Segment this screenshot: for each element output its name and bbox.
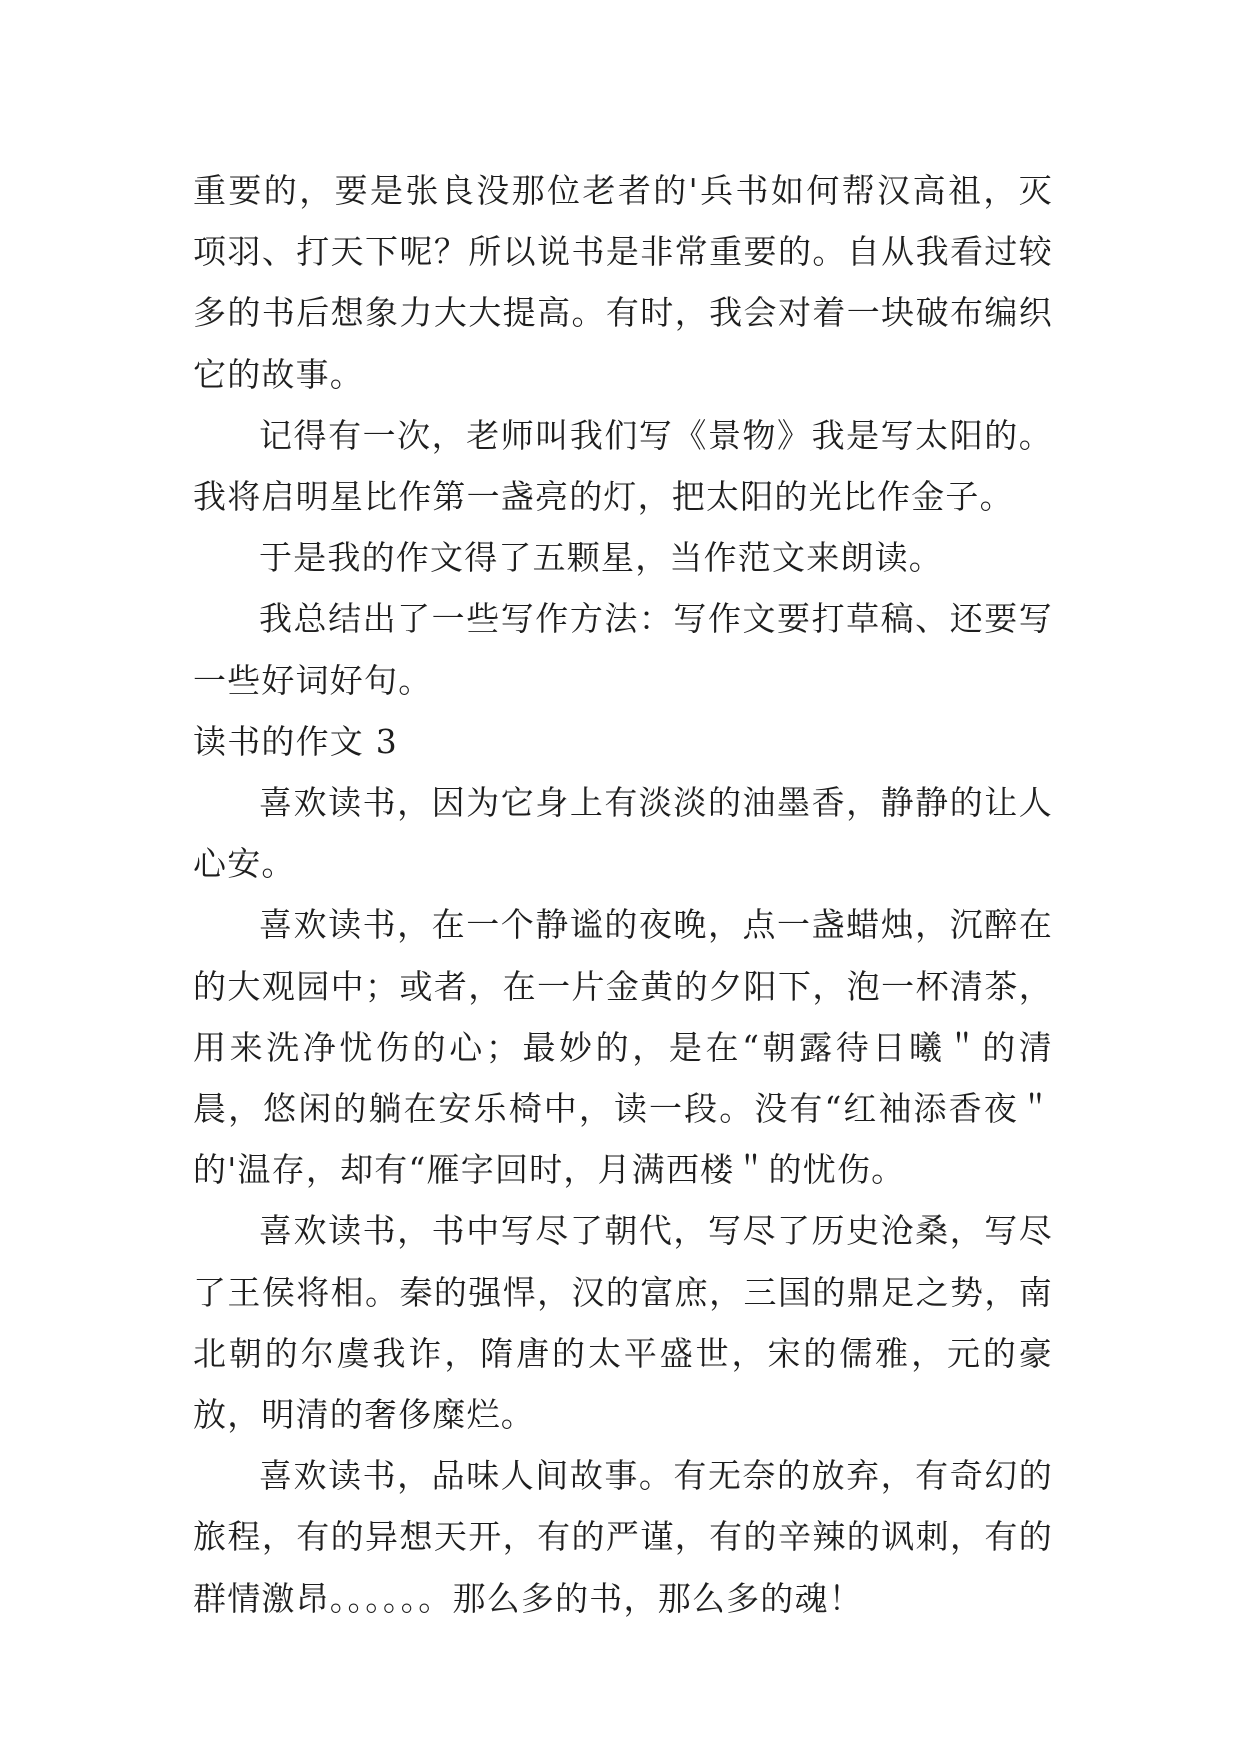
paragraph-dynasties: 喜欢读书，书中写尽了朝代，写尽了历史沧桑，写尽了王侯将相。秦的强悍，汉的富庶，三国的鼎足之势，南北朝的尔虞我诈，隋唐的太平盛世，宋的儒雅，元的豪放，明清的奢侈糜烂。: [193, 1211, 1053, 1435]
paragraph-quiet-night: 喜欢读书，在一个静谧的夜晚，点一盏蜡烛，沉醉在的大观园中；或者，在一片金黄的夕阳下，泡一杯清茶，用来洗净忧伤的心；最妙的，是在“朝露待日曦＂的清晨，悠闲的躺在安乐椅中，读一段。没有“红袖添香夜＂的'温存，却有“雁字回时，月满西楼＂的忧伤。: [193, 905, 1053, 1190]
paragraph-ink-scent: 喜欢读书，因为它身上有淡淡的油墨香，静静的让人心安。: [193, 783, 1053, 884]
section-title: 读书的作文 3: [193, 721, 398, 761]
paragraph-essay-jingwu: 记得有一次，老师叫我们写《景物》我是写太阳的。我将启明星比作第一盏亮的灯，把太阳的光比作金子。: [193, 415, 1053, 517]
paragraph-continued: 重要的，要是张良没那位老者的'兵书如何帮汉高祖，灭项羽、打天下呢？所以说书是非常重要的。自从我看过较多的书后想象力大大提高。有时，我会对着一块破布编织它的故事。: [193, 171, 1053, 394]
paragraph-human-stories: 喜欢读书，品味人间故事。有无奈的放弃，有奇幻的旅程，有的异想天开，有的严谨，有的辛辣的讽刺，有的群情激昂。。。。。。那么多的书，那么多的魂！: [193, 1456, 1053, 1618]
document-body: [193, 160, 1053, 1629]
paragraph-five-stars: 于是我的作文得了五颗星，当作范文来朗读。: [259, 538, 943, 578]
paragraph-writing-methods: 我总结出了一些写作方法：写作文要打草稿、还要写一些好词好句。: [193, 599, 1053, 700]
